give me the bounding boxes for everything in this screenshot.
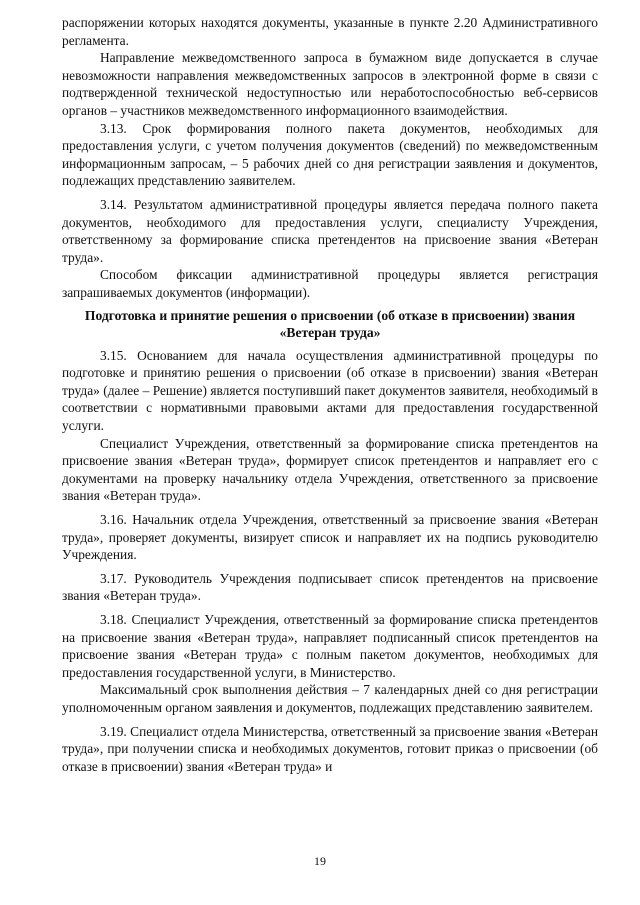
paragraph-paper-request: Направление межведомственного запроса в бумажном виде допускается в случае невозможности направления межведомственных запросов в электронной форме в связи с подтвержденной технической недоступностью или неработоспособностью веб-сервисов органов – участников межведомственного информационного взаимодействия. — [62, 50, 598, 118]
paragraph-fixation-method: Способом фиксации административной процедуры является регистрация запрашиваемых документов (информации). — [62, 267, 598, 300]
paragraph-specialist-list: Специалист Учреждения, ответственный за формирование списка претендентов на присвоение звания «Ветеран труда», формирует список претендентов и направляет его с документами на проверку начальнику отдела Учреждения, ответственного за присвоение звания «Ветеран труда». — [62, 435, 598, 504]
paragraph-3-15: 3.15. Основанием для начала осуществления административной процедуры по подготовке и принятию решения о присвоении (об отказе в присвоении) звания «Ветеран труда» (далее – Решение) является поступивший пакет документов заявителя, необходимый в соответствии с нормативными правовыми актами для предоставления государственной услуги. — [62, 347, 598, 434]
paragraph-3-13: 3.13. Срок формирования полного пакета документов, необходимых для предоставления услуги, с учетом получения документов (сведений) по межведомственным информационным запросам, – 5 рабочих дней со дня регистрации заявления и документов, подлежащих представлению заявителем. — [62, 120, 598, 189]
page-number: 19 — [314, 854, 326, 868]
paragraph-3-17: 3.17. Руководитель Учреждения подписывает список претендентов на присвоение звания «Ветеран труда». — [62, 570, 598, 604]
paragraph-3-14: 3.14. Результатом административной процедуры является передача полного пакета документов, необходимого для предоставления услуги, специалисту Учреждения, ответственному за формирование списка претендентов на присвоение звания «Ветеран труда». — [62, 196, 598, 265]
paragraph-3-16: 3.16. Начальник отдела Учреждения, ответственный за присвоение звания «Ветеран труда», проверяет документы, визирует список и направляет их на подпись руководителю Учреждения. — [62, 512, 598, 563]
paragraph-max-term: Максимальный срок выполнения действия – 7 календарных дней со дня регистрации уполномоченным органом заявления и документов, подлежащих представлению заявителем. — [62, 682, 598, 715]
paragraph-3-18: 3.18. Специалист Учреждения, ответственный за формирование списка претендентов на присвоение звания «Ветеран труда», направляет подписанный список претендентов на присвоение звания «Ветеран труда» с полным пакетом документов, необходимых для предоставления государственной услуги, в Министерство. — [62, 612, 598, 680]
section-heading: Подготовка и принятие решения о присвоении (об отказе в присвоении) звания «Ветеран труда» — [84, 307, 576, 341]
document-page — [62, 14, 598, 775]
paragraph-continuation: распоряжении которых находятся документы, указанные в пункте 2.20 Административного регламента. — [62, 15, 598, 48]
paragraph-3-19: 3.19. Специалист отдела Министерства, ответственный за присвоение звания «Ветеран труда», при получении списка и необходимых документов, готовит приказ о присвоении (об отказе в присвоении) звания «Ветеран труда» и — [62, 723, 598, 774]
